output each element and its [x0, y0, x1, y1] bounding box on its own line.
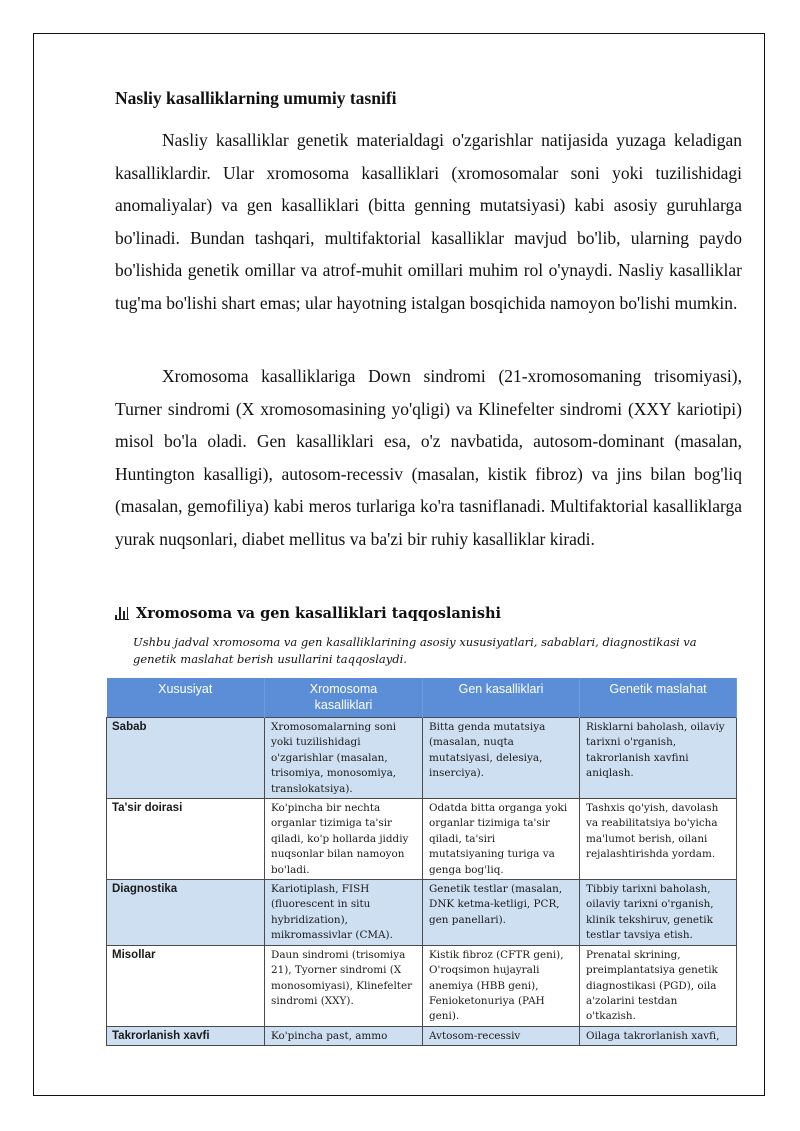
table-row — [107, 799, 737, 880]
header-cell: Genetik maslahat — [580, 678, 737, 718]
header-cell: Xususiyat — [107, 678, 265, 718]
table-caption: Ushbu jadval xromosoma va gen kasalliklarining asosiy xususiyatlari, sabablari, diagnostikasi va genetik maslahat berish usullarini taqqoslaydi. — [133, 635, 697, 666]
comparison-table — [106, 678, 736, 1046]
row-label: Takrorlanish xavfi — [107, 1026, 265, 1045]
table-cell: Avtosom-recessiv — [423, 1026, 580, 1045]
row-label: Misollar — [107, 945, 265, 1026]
section-heading: Nasliy kasalliklarning umumiy tasnifi — [115, 88, 397, 108]
table-cell: Odatda bitta organga yoki organlar tizimiga ta'sir qiladi, ta'siri mutatsiyaning turiga va genga bog'liq. — [423, 799, 580, 880]
table-cell: Kistik fibroz (CFTR geni), O'roqsimon hujayrali anemiya (HBB geni), Fenioketonuriya (PAH geni). — [423, 945, 580, 1026]
table-row — [107, 945, 737, 1026]
header-cell: Gen kasalliklari — [423, 678, 580, 718]
row-label: Diagnostika — [107, 880, 265, 946]
table-title-text: Xromosoma va gen kasalliklari taqqoslanishi — [136, 605, 502, 622]
row-label: Sabab — [107, 718, 265, 799]
table-row — [107, 880, 737, 946]
table-row — [107, 718, 737, 799]
table-cell: Kariotiplash, FISH (fluorescent in situ hybridization), mikromassivlar (CMA). — [265, 880, 423, 946]
table-row — [107, 1026, 737, 1045]
paragraph-1-text: Nasliy kasalliklar genetik materialdagi o'zgarishlar natijasida yuzaga keladigan kasalliklardir. Ular xromosoma kasalliklari (xromosomalar soni yoki tuzilishidagi anomaliyalar) va gen kasalliklari (bitta genning mutatsiyasi) kabi asosiy guruhlarga bo'linadi. Bundan tashqari, multifaktorial kasalliklar mavjud bo'lib, ularning paydo bo'lishida genetik omillar va atrof-muhit omillari muhim rol o'ynaydi. Nasliy kasalliklar tug'ma bo'lishi shart emas; ular hayotning istalgan bosqichida namoyon bo'lishi mumkin. — [115, 130, 742, 313]
table-cell: Bitta genda mutatsiya (masalan, nuqta mutatsiyasi, delesiya, inserciya). — [423, 718, 580, 799]
table-header-row — [107, 678, 737, 718]
paragraph-2 — [115, 360, 742, 555]
table-cell: Oilaga takrorlanish xavfi, — [580, 1026, 737, 1045]
table-cell: Ko'pincha past, ammo — [265, 1026, 423, 1045]
table-cell: Daun sindromi (trisomiya 21), Tyorner sindromi (X monosomiyasi), Klinefelter sindromi (XXY). — [265, 945, 423, 1026]
header-cell: Xromosoma kasalliklari — [265, 678, 423, 718]
table-cell: Xromosomalarning soni yoki tuzilishidagi o'zgarishlar (masalan, trisomiya, monosomiya, translokatsiya). — [265, 718, 423, 799]
table-cell: Prenatal skrining, preimplantatsiya genetik diagnostikasi (PGD), oila a'zolarini testdan o'tkazish. — [580, 945, 737, 1026]
table-cell: Risklarni baholash, oilaviy tarixni o'rganish, takrorlanish xavfini aniqlash. — [580, 718, 737, 799]
paragraph-2-text: Xromosoma kasalliklariga Down sindromi (21-xromosomaning trisomiyasi), Turner sindromi (X xromosomasining yo'qligi) va Klinefelter sindromi (XXY kariotipi) misol bo'la oladi. Gen kasalliklari esa, o'z navbatida, autosom-dominant (masalan, Huntington kasalligi), autosom-recessiv (masalan, kistik fibroz) va jins bilan bog'liq (masalan, gemofiliya) kabi meros turlariga ko'ra tasniflanadi. Multifaktorial kasalliklarga yurak nuqsonlari, diabet mellitus va ba'zi bir ruhiy kasalliklar kiradi. — [115, 366, 742, 549]
paragraph-1 — [115, 124, 742, 319]
row-label: Ta'sir doirasi — [107, 799, 265, 880]
table-cell: Genetik testlar (masalan, DNK ketma-ketligi, PCR, gen panellari). — [423, 880, 580, 946]
table-title — [115, 605, 501, 622]
table-cell: Ko'pincha bir nechta organlar tizimiga ta'sir qiladi, ko'p hollarda jiddiy nuqsonlar bilan namoyon bo'ladi. — [265, 799, 423, 880]
bar-chart-icon — [115, 607, 129, 620]
table-cell: Tashxis qo'yish, davolash va reabilitatsiya bo'yicha ma'lumot berish, oilani rejalashtirishda yordam. — [580, 799, 737, 880]
table-cell: Tibbiy tarixni baholash, oilaviy tarixni o'rganish, klinik tekshiruv, genetik testlar tavsiya etish. — [580, 880, 737, 946]
